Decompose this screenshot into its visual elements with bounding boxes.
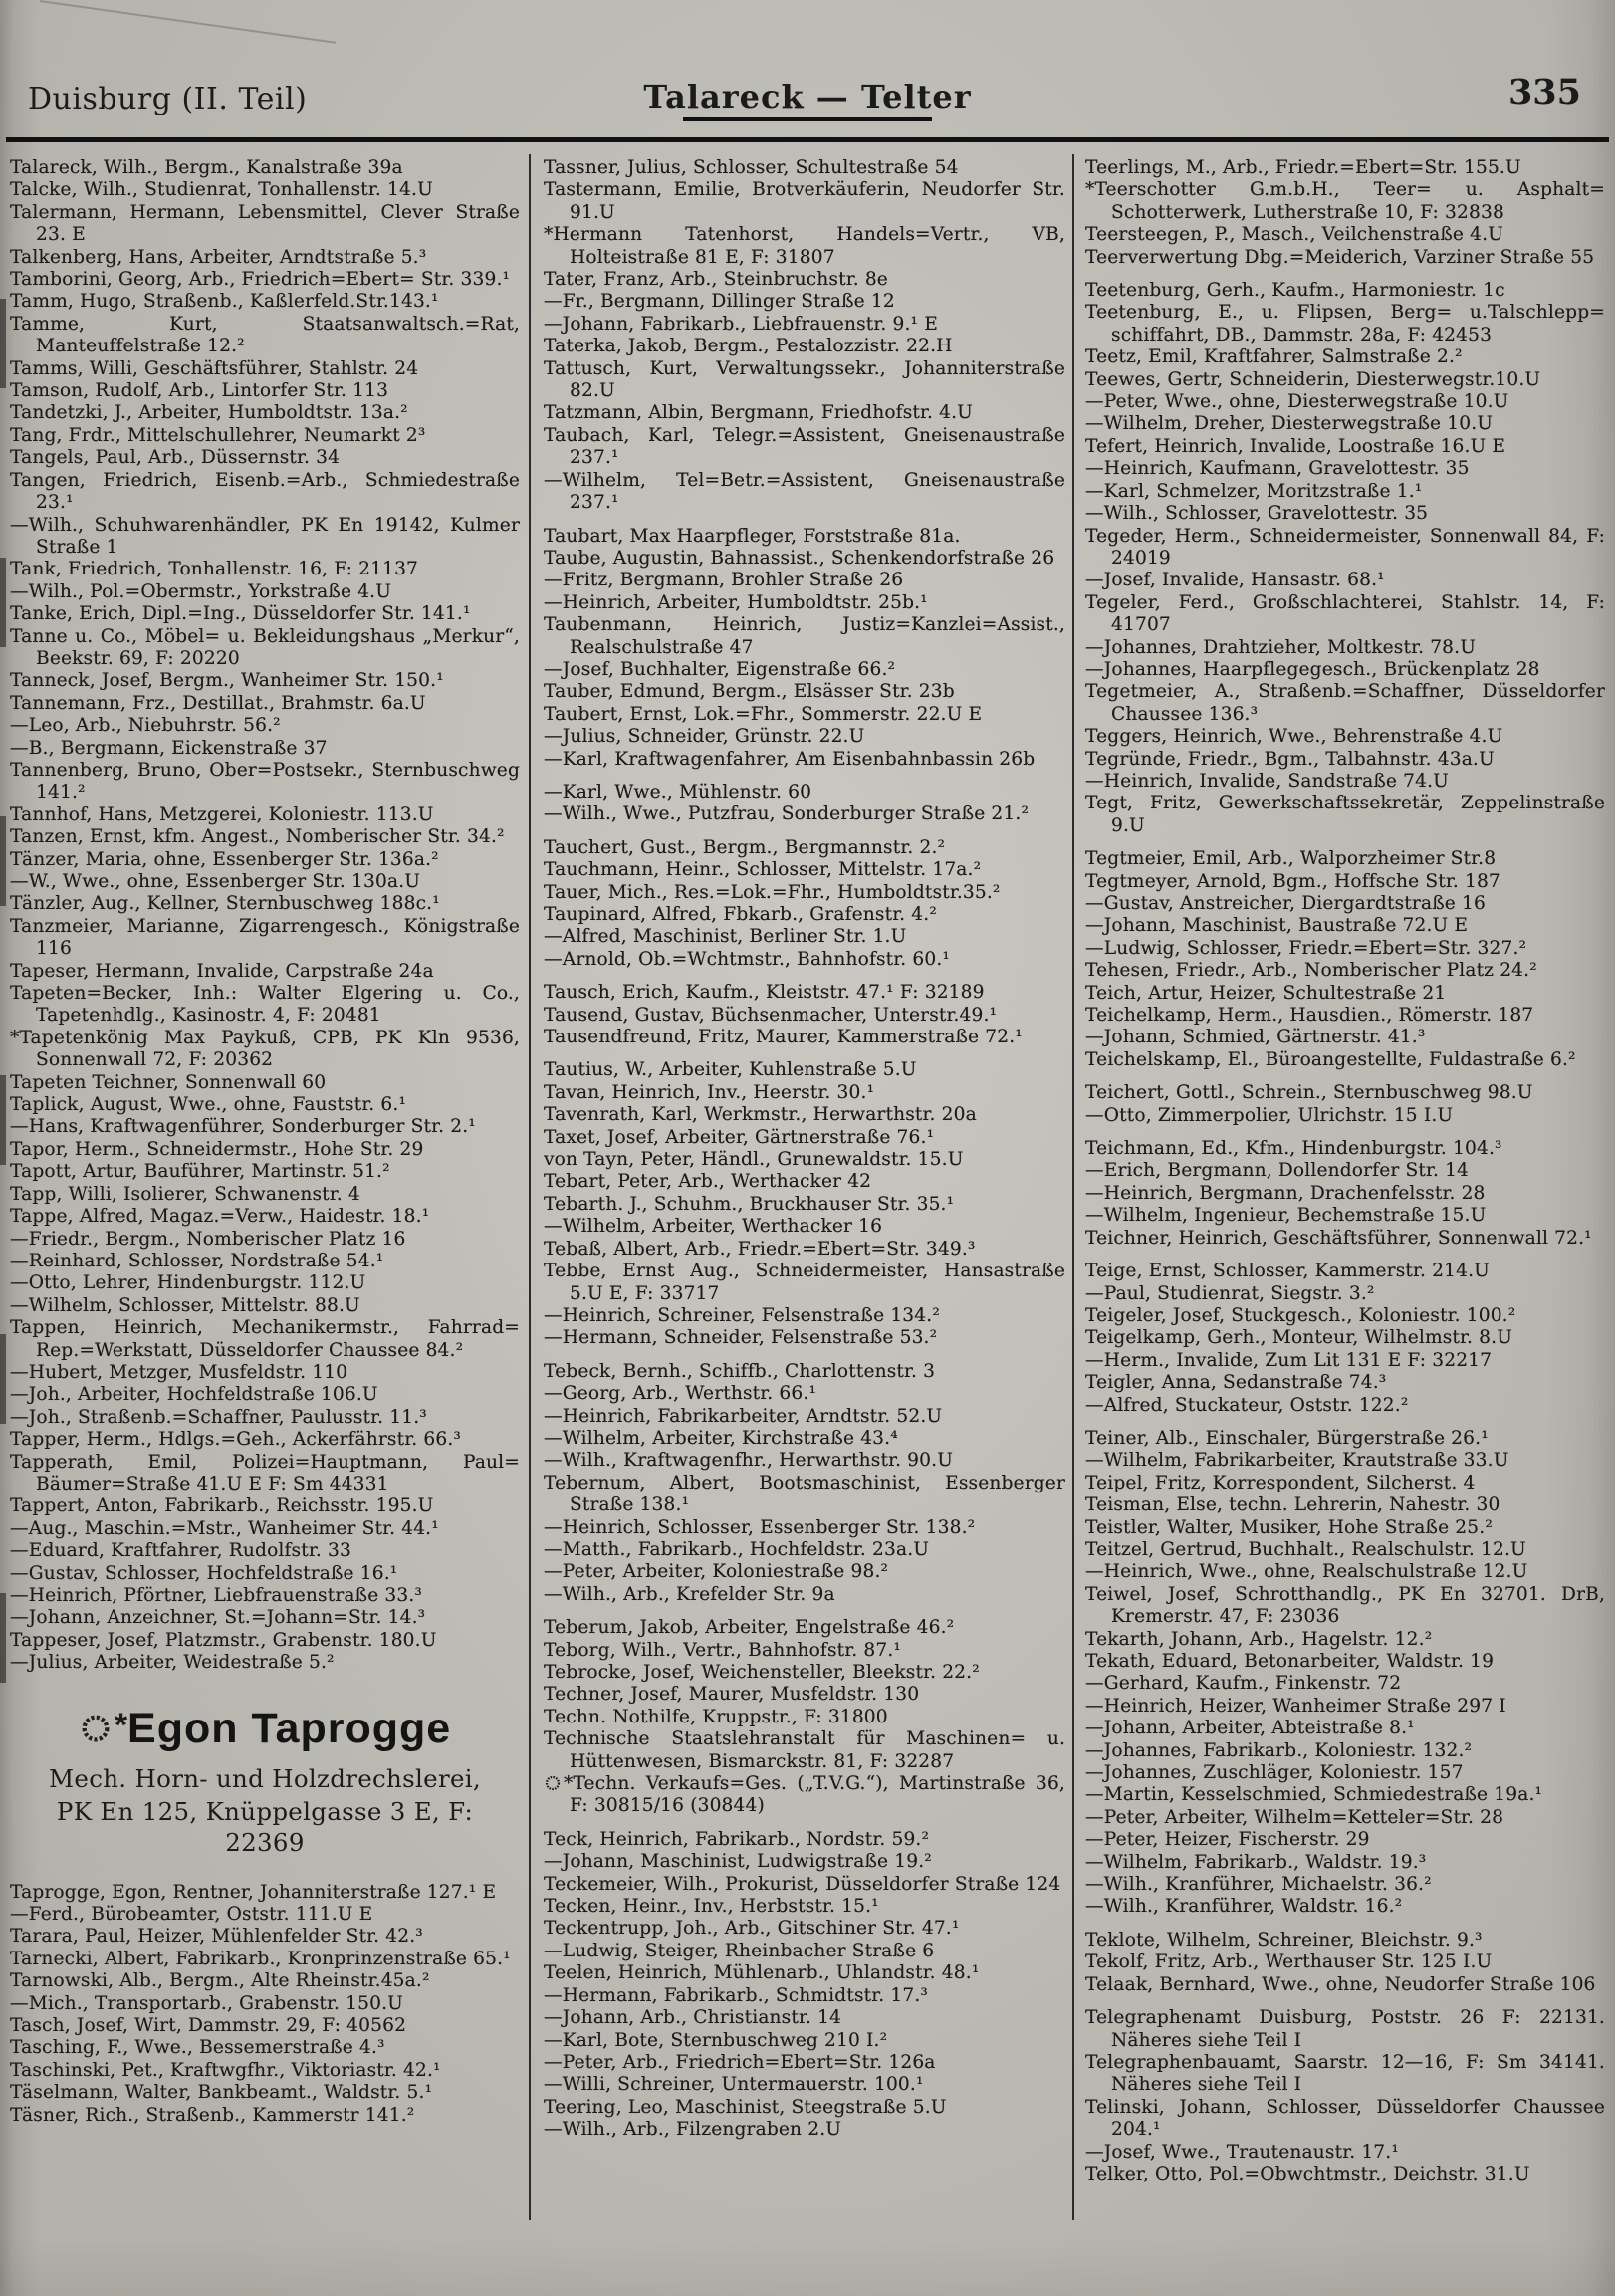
directory-entry: —Gustav, Schlosser, Hochfeldstraße 16.¹ <box>10 1562 398 1584</box>
directory-column-1 <box>10 157 520 2278</box>
directory-entry: —Heinrich, Pförtner, Liebfrauenstraße 33.³ <box>10 1585 423 1606</box>
directory-entry: Teetenburg, Gerh., Kaufm., Harmoniestr. 1c <box>1085 280 1505 302</box>
directory-entry: Tandetzki, J., Arbeiter, Humboldtstr. 13a.² <box>10 402 408 424</box>
directory-entry: Tapper, Herm., Hdlgs.=Geh., Ackerfährstr. 66.³ <box>10 1429 461 1451</box>
directory-entry: —Johann, Arbeiter, Abteistraße 8.¹ <box>1085 1718 1415 1739</box>
header-rule <box>6 137 1609 142</box>
directory-entry: Tassner, Julius, Schlosser, Schultestraße 54 <box>544 157 959 178</box>
directory-entry: Tamm, Hugo, Straßenb., Kaßlerfeld.Str.143.¹ <box>10 291 439 313</box>
directory-entry: Tavenrath, Karl, Werkmstr., Herwarthstr. 20a <box>544 1104 977 1126</box>
directory-entry: —Gustav, Anstreicher, Diergardtstraße 16 <box>1085 893 1486 914</box>
directory-entry: Tegründe, Friedr., Bgm., Talbahnstr. 43a.U <box>1085 748 1495 770</box>
directory-entry: —Peter, Heizer, Fischerstr. 29 <box>1085 1829 1370 1851</box>
directory-entry: Tegetmeier, A., Straßenb.=Schaffner, Düsseldorfer Chaussee 136.³ <box>1085 681 1605 725</box>
directory-entry: Tattusch, Kurt, Verwaltungssekr., Johanniterstraße 82.U <box>544 357 1065 402</box>
directory-entry: Tauer, Mich., Res.=Lok.=Fhr., Humboldtstr.35.² <box>544 881 1001 903</box>
directory-entry: Tappert, Anton, Fabrikarb., Reichsstr. 195.U <box>10 1495 434 1517</box>
binding-gutter-shadow <box>0 299 6 1693</box>
directory-entry: Teborg, Wilh., Vertr., Bahnhofstr. 87.¹ <box>544 1639 902 1661</box>
directory-entry: —Wilh., Kranführer, Waldstr. 16.² <box>1085 1896 1403 1918</box>
directory-entry: —Wilhelm, Tel=Betr.=Assistent, Gneisenaustraße 237.¹ <box>544 469 1065 514</box>
directory-entry: —Ludwig, Schlosser, Friedr.=Ebert=Str. 327.² <box>1085 937 1527 959</box>
directory-entry: Tarara, Paul, Heizer, Mühlenfelder Str. 42.³ <box>10 1926 423 1948</box>
directory-entry: Teersteegen, P., Masch., Veilchenstraße 4.U <box>1085 224 1504 246</box>
directory-entry: Taube, Augustin, Bahnassist., Schenkendorfstraße 26 <box>544 547 1055 569</box>
directory-entry: —Wilhelm, Dreher, Diesterwegstraße 10.U <box>1085 413 1494 435</box>
directory-entry: Taterka, Jakob, Bergm., Pestalozzistr. 22.H <box>544 336 953 357</box>
directory-entry: *Teerschotter G.m.b.H., Teer= u. Asphalt= Schotterwerk, Lutherstraße 10, F: 32838 <box>1085 179 1605 223</box>
directory-entry: Telinski, Johann, Schlosser, Düsseldorfer Chaussee 204.¹ <box>1085 2096 1605 2141</box>
directory-entry: —Otto, Zimmerpolier, Ulrichstr. 15 I.U <box>1085 1104 1454 1126</box>
directory-entry: Tastermann, Emilie, Brotverkäuferin, Neudorfer Str. 91.U <box>544 179 1065 223</box>
directory-entry: Tapperath, Emil, Polizei=Hauptmann, Paul= Bäumer=Straße 41.U E F: Sm 44331 <box>10 1451 520 1494</box>
directory-entry: —Johann, Fabrikarb., Liebfrauenstr. 9.¹ E <box>544 313 938 335</box>
directory-entry: Tegtmeier, Emil, Arb., Walporzheimer Str.8 <box>1085 848 1497 870</box>
directory-entry: —Wilh., Pol.=Obermstr., Yorkstraße 4.U <box>10 580 392 602</box>
directory-entry: —Heinrich, Arbeiter, Humboldtstr. 25b.¹ <box>544 591 928 613</box>
directory-entry: —Johannes, Zuschläger, Koloniestr. 157 <box>1085 1762 1464 1784</box>
directory-entry: —Johannes, Fabrikarb., Koloniestr. 132.² <box>1085 1739 1473 1761</box>
directory-entry: Tegeler, Ferd., Großschlachterei, Stahlstr. 14, F: 41707 <box>1085 591 1605 636</box>
directory-entry: Tauber, Edmund, Bergm., Elsässer Str. 23b <box>544 681 955 703</box>
directory-entry: —Johann, Maschinist, Ludwigstraße 19.² <box>544 1851 932 1873</box>
directory-entry: Tebrocke, Josef, Weichensteller, Bleekstr. 22.² <box>544 1662 980 1683</box>
directory-entry: Taplick, August, Wwe., ohne, Fauststr. 6.¹ <box>10 1094 407 1116</box>
directory-entry: —W., Wwe., ohne, Essenberger Str. 130a.U <box>10 871 421 892</box>
directory-entry: —Fritz, Bergmann, Brohler Straße 26 <box>544 570 904 591</box>
directory-entry: —Aug., Maschin.=Mstr., Wanheimer Str. 44.¹ <box>10 1517 439 1539</box>
directory-entry: —Wilh., Kranführer, Michaelstr. 36.² <box>1085 1874 1432 1896</box>
directory-entry: —Johannes, Drahtzieher, Moltkestr. 78.U <box>1085 636 1477 658</box>
directory-entry: Taubenmann, Heinrich, Justiz=Kanzlei=Assist., Realschulstraße 47 <box>544 614 1065 658</box>
directory-entry: —Karl, Kraftwagenfahrer, Am Eisenbahnbassin 26b <box>544 748 1036 770</box>
directory-entry: Teetz, Emil, Kraftfahrer, Salmstraße 2.² <box>1085 346 1463 368</box>
directory-entry: —Eduard, Kraftfahrer, Rudolfstr. 33 <box>10 1540 351 1562</box>
directory-entry: Talkenberg, Hans, Arbeiter, Arndtstraße 5.³ <box>10 246 427 268</box>
directory-entry: —Heinrich, Invalide, Sandstraße 74.U <box>1085 770 1449 792</box>
directory-entry: Tapor, Herm., Schneidermstr., Hohe Str. 29 <box>10 1138 424 1160</box>
directory-entry: Tegeder, Herm., Schneidermeister, Sonnenwall 84, F: 24019 <box>1085 525 1605 569</box>
directory-entry: —Peter, Arbeiter, Koloniestraße 98.² <box>544 1561 889 1583</box>
directory-entry: *Hermann Tatenhorst, Handels=Vertr., VB, Holteistraße 81 E, F: 31807 <box>544 224 1065 268</box>
directory-entry: Taxet, Josef, Arbeiter, Gärtnerstraße 76.¹ <box>544 1126 935 1148</box>
directory-entry: —Mich., Transportarb., Grabenstr. 150.U <box>10 1992 403 2014</box>
directory-entry: Tauchmann, Heinr., Schlosser, Mittelstr. 17a.² <box>544 859 982 881</box>
title-underline-rule <box>683 117 932 121</box>
directory-entry: Tappe, Alfred, Magaz.=Verw., Haidestr. 18.¹ <box>10 1206 430 1228</box>
directory-entry: Tamme, Kurt, Staatsanwaltsch.=Rat, Manteuffelstraße 12.² <box>10 313 520 357</box>
directory-entry: —Willi, Schreiner, Untermauerstr. 100.¹ <box>544 2074 924 2096</box>
directory-entry: Tefert, Heinrich, Invalide, Loostraße 16.U E <box>1085 435 1506 457</box>
directory-entry: Tasch, Josef, Wirt, Dammstr. 29, F: 40562 <box>10 2015 407 2037</box>
directory-entry: Tannhof, Hans, Metzgerei, Koloniestr. 113.U <box>10 804 434 825</box>
directory-column-3 <box>1085 157 1605 2278</box>
directory-entry: —Wilh., Schlosser, Gravelottestr. 35 <box>1085 503 1429 525</box>
directory-entry: Tauchert, Gust., Bergm., Bergmannstr. 2.² <box>544 836 946 858</box>
directory-entry: Tapeten Teichner, Sonnenwall 60 <box>10 1071 327 1093</box>
directory-entry: Taubach, Karl, Telegr.=Assistent, Gneisenaustraße 237.¹ <box>544 424 1065 469</box>
directory-entry: Tebart, Peter, Arb., Werthacker 42 <box>544 1171 872 1193</box>
directory-entry: —Hubert, Metzger, Musfeldstr. 110 <box>10 1361 348 1383</box>
directory-entry: Tebarth. J., Schuhm., Bruckhauser Str. 35.¹ <box>544 1193 955 1215</box>
directory-entry: —Leo, Arb., Niebuhrstr. 56.² <box>10 715 281 737</box>
directory-entry: Täselmann, Walter, Bankbeamt., Waldstr. 5.¹ <box>10 2082 433 2104</box>
directory-entry: —Karl, Schmelzer, Moritzstraße 1.¹ <box>1085 480 1423 502</box>
directory-entry: Tapeser, Hermann, Invalide, Carpstraße 24a <box>10 960 434 982</box>
directory-entry: Tegt, Fritz, Gewerkschaftssekretär, Zeppelinstraße 9.U <box>1085 793 1605 836</box>
directory-entry: Teistler, Walter, Musiker, Hohe Straße 25.² <box>1085 1516 1493 1538</box>
directory-entry: Tänzler, Aug., Kellner, Sternbuschweg 188c.¹ <box>10 893 440 915</box>
directory-entry: Tautius, W., Arbeiter, Kuhlenstraße 5.U <box>544 1059 917 1081</box>
directory-entry: Teich, Artur, Heizer, Schultestraße 21 <box>1085 982 1447 1004</box>
directory-entry: —Wilhelm, Ingenieur, Bechemstraße 15.U <box>1085 1205 1487 1227</box>
directory-entry: —Reinhard, Schlosser, Nordstraße 54.¹ <box>10 1250 384 1271</box>
directory-entry: Tater, Franz, Arb., Steinbruchstr. 8e <box>544 269 888 291</box>
directory-entry: —Wilh., Arb., Filzengraben 2.U <box>544 2119 842 2141</box>
directory-entry: Teerverwertung Dbg.=Meiderich, Varziner Straße 55 <box>1085 246 1595 268</box>
directory-entry: Tehesen, Friedr., Arb., Nomberischer Platz 24.² <box>1085 960 1537 982</box>
directory-entry: —Peter, Arbeiter, Wilhelm=Ketteler=Str. 28 <box>1085 1806 1504 1828</box>
directory-entry: —B., Bergmann, Eickenstraße 37 <box>10 737 328 759</box>
directory-entry: —Wilh., Schuhwarenhändler, PK En 19142, Kulmer Straße 1 <box>10 514 520 558</box>
directory-entry: —Alfred, Stuckateur, Oststr. 122.² <box>1085 1394 1409 1416</box>
directory-column-2 <box>544 157 1065 2278</box>
directory-entry: Tangels, Paul, Arb., Düssernstr. 34 <box>10 447 341 469</box>
taprogge-ad-block <box>16 1705 514 1858</box>
directory-entry: Teberum, Jakob, Arbeiter, Engelstraße 46.² <box>544 1617 955 1639</box>
directory-entry: Taupinard, Alfred, Fbkarb., Grafenstr. 4.² <box>544 904 937 925</box>
directory-entry: Tavan, Heinrich, Inv., Heerstr. 30.¹ <box>544 1081 875 1103</box>
laurel-wreath-icon <box>544 1774 562 1792</box>
directory-entry: Tarnecki, Albert, Fabrikarb., Kronprinzenstraße 65.¹ <box>10 1948 511 1969</box>
directory-entry: —Heinrich, Schreiner, Felsenstraße 134.² <box>544 1304 940 1326</box>
directory-entry: Teckemeier, Wilh., Prokurist, Düsseldorfer Straße 124 <box>544 1873 1061 1895</box>
directory-entry: Teerlings, M., Arb., Friedr.=Ebert=Str. 155.U <box>1085 157 1521 178</box>
directory-entry: —Herm., Invalide, Zum Lit 131 E F: 32217 <box>1085 1349 1493 1371</box>
directory-entry: —Hermann, Schneider, Felsenstraße 53.² <box>544 1327 938 1349</box>
ad-title: Egon Taprogge <box>127 1704 452 1752</box>
directory-entry: —Josef, Buchhalter, Eigenstraße 66.² <box>544 658 896 680</box>
directory-entry: Teigeler, Josef, Stuckgesch., Koloniestr. 100.² <box>1085 1304 1516 1326</box>
directory-entry: —Karl, Wwe., Mühlenstr. 60 <box>544 781 812 803</box>
directory-entry: Talcke, Wilh., Studienrat, Tonhallenstr. 14.U <box>10 179 433 201</box>
directory-entry: —Johann, Arb., Christianstr. 14 <box>544 2007 842 2029</box>
directory-entry: Talermann, Hermann, Lebensmittel, Clever Straße 23. E <box>10 201 520 246</box>
directory-entry: —Karl, Bote, Sternbuschweg 210 I.² <box>544 2029 888 2051</box>
directory-entry: von Tayn, Peter, Händl., Grunewaldstr. 15.U <box>544 1149 964 1171</box>
directory-entry: —Wilh., Arb., Krefelder Str. 9a <box>544 1583 835 1605</box>
directory-entry: —Fr., Bergmann, Dillinger Straße 12 <box>544 291 895 313</box>
directory-entry: *Tapetenkönig Max Paykuß, CPB, PK Kln 9536, Sonnenwall 72, F: 20362 <box>10 1027 520 1071</box>
directory-entry: Tänzer, Maria, ohne, Essenberger Str. 136a.² <box>10 848 439 870</box>
directory-entry: Tausch, Erich, Kaufm., Kleiststr. 47.¹ F: 32189 <box>544 982 985 1004</box>
directory-entry: Tebaß, Albert, Arb., Friedr.=Ebert=Str. 349.³ <box>544 1238 976 1260</box>
directory-entry: Teering, Leo, Maschinist, Steegstraße 5.U <box>544 2096 947 2118</box>
directory-entry: Teige, Ernst, Schlosser, Kammerstr. 214.U <box>1085 1261 1490 1282</box>
directory-entry: —Julius, Arbeiter, Weidestraße 5.² <box>10 1652 335 1674</box>
directory-entry: —Heinrich, Wwe., ohne, Realschulstraße 12.U <box>1085 1561 1528 1583</box>
directory-entry: Tanne u. Co., Möbel= u. Bekleidungshaus „Merkur“, Beekstr. 69, F: 20220 <box>10 625 520 669</box>
directory-entry: Teelen, Heinrich, Mühlenarb., Uhlandstr. 48.¹ <box>544 1962 980 1984</box>
directory-entry: Tamms, Willi, Geschäftsführer, Stahlstr. 24 <box>10 357 419 379</box>
directory-entry: Teiner, Alb., Einschaler, Bürgerstraße 26.¹ <box>1085 1427 1489 1449</box>
directory-entry: —Paul, Studienrat, Siegstr. 3.² <box>1085 1282 1375 1304</box>
directory-entry: Tapp, Willi, Isolierer, Schwanenstr. 4 <box>10 1183 360 1205</box>
directory-entry: —Wilhelm, Fabrikarbeiter, Krautstraße 33.U <box>1085 1450 1509 1472</box>
directory-entry: Tanzmeier, Marianne, Zigarrengesch., Königstraße 116 <box>10 915 520 960</box>
header-range-title: Talareck — Telter <box>643 78 972 115</box>
header-section-label: Duisburg (II. Teil) <box>28 82 308 116</box>
directory-entry: Tannemann, Frz., Destillat., Brahmstr. 6a.U <box>10 692 426 714</box>
directory-entry: Teichmann, Ed., Kfm., Hindenburgstr. 104.³ <box>1085 1138 1502 1160</box>
directory-entry: —Joh., Straßenb.=Schaffner, Paulusstr. 11.³ <box>10 1406 427 1428</box>
directory-entry: Telaak, Bernhard, Wwe., ohne, Neudorfer Straße 106 <box>1085 1973 1596 1995</box>
directory-entry: Techner, Josef, Maurer, Musfeldstr. 130 <box>544 1684 920 1706</box>
directory-entry: Telegraphenamt Duisburg, Poststr. 26 F: 22131. Näheres siehe Teil I <box>1085 2007 1605 2051</box>
directory-entry: Tanzen, Ernst, kfm. Angest., Nomberischer Str. 34.² <box>10 826 505 848</box>
directory-entry: Täsner, Rich., Straßenb., Kammerstr 141.² <box>10 2104 415 2126</box>
ad-title-row <box>16 1705 514 1753</box>
directory-entry: Tanneck, Josef, Bergm., Wanheimer Str. 150.¹ <box>10 670 444 692</box>
directory-entry: —Gerhard, Kaufm., Finkenstr. 72 <box>1085 1673 1402 1695</box>
directory-entry: Tekarth, Johann, Arb., Hagelstr. 12.² <box>1085 1628 1433 1650</box>
directory-entry: —Wilhelm, Fabrikarb., Waldstr. 19.³ <box>1085 1851 1427 1873</box>
directory-entry: Tasching, F., Wwe., Bessemerstraße 4.³ <box>10 2037 385 2059</box>
directory-entry: Teigelkamp, Gerh., Monteur, Wilhelmstr. 8.U <box>1085 1327 1513 1349</box>
laurel-wreath-icon <box>79 1712 113 1745</box>
directory-entry: Tamson, Rudolf, Arb., Lintorfer Str. 113 <box>10 380 389 402</box>
directory-entry: Taprogge, Egon, Rentner, Johanniterstraße 127.¹ E <box>10 1881 497 1903</box>
column-divider <box>529 154 531 2220</box>
directory-entry: Tapott, Artur, Bauführer, Martinstr. 51.² <box>10 1161 390 1183</box>
directory-entry: Teetenburg, E., u. Flipsen, Berg= u.Talschlepp= schiffahrt, DB., Dammstr. 28a, F: 42453 <box>1085 302 1605 345</box>
directory-entry: —Johann, Schmied, Gärtnerstr. 41.³ <box>1085 1027 1426 1048</box>
directory-entry: Taschinski, Pet., Kraftwgfhr., Viktoriastr. 42.¹ <box>10 2059 441 2081</box>
directory-entry: —Joh., Arbeiter, Hochfeldstraße 106.U <box>10 1384 378 1406</box>
directory-entry: Teklote, Wilhelm, Schreiner, Bleichstr. 9.³ <box>1085 1929 1483 1951</box>
directory-entry: —Wilhelm, Arbeiter, Werthacker 16 <box>544 1216 883 1238</box>
page-number: 335 <box>1507 72 1581 113</box>
directory-entry: —Johannes, Haarpflegegesch., Brückenplatz 28 <box>1085 658 1540 680</box>
directory-entry: Tebeck, Bernh., Schiffb., Charlottenstr. 3 <box>544 1360 936 1382</box>
directory-entry: Tebernum, Albert, Bootsmaschinist, Essenberger Straße 138.¹ <box>544 1472 1065 1516</box>
directory-entry: *Techn. Verkaufs=Ges. („T.V.G.“), Martinstraße 36, F: 30815/16 (30844) <box>544 1773 1065 1818</box>
directory-entry: Teigler, Anna, Sedanstraße 74.³ <box>1085 1372 1387 1394</box>
ad-star-mark: * <box>114 1706 128 1744</box>
directory-entry: —Josef, Invalide, Hansastr. 68.¹ <box>1085 570 1385 591</box>
directory-entry: —Heinrich, Schlosser, Essenberger Str. 138.² <box>544 1516 976 1538</box>
directory-entry: —Hans, Kraftwagenführer, Sonderburger Str. 2.¹ <box>10 1116 476 1138</box>
directory-entry: —Alfred, Maschinist, Berliner Str. 1.U <box>544 926 907 948</box>
directory-entry: —Heinrich, Heizer, Wanheimer Straße 297 I <box>1085 1695 1506 1717</box>
directory-entry: —Peter, Wwe., ohne, Diesterwegstraße 10.U <box>1085 391 1509 413</box>
directory-entry: Teipel, Fritz, Korrespondent, Silcherst. 4 <box>1085 1472 1476 1493</box>
directory-entry: —Ferd., Bürobeamter, Oststr. 111.U E <box>10 1904 373 1926</box>
directory-entry: Teisman, Else, techn. Lehrerin, Nahestr. 30 <box>1085 1494 1500 1516</box>
directory-entry: Tatzmann, Albin, Bergmann, Friedhofstr. 4.U <box>544 402 973 424</box>
directory-entry: Tamborini, Georg, Arb., Friedrich=Ebert= Str. 339.¹ <box>10 269 511 291</box>
directory-entry: —Wilhelm, Arbeiter, Kirchstraße 43.⁴ <box>544 1427 898 1449</box>
directory-entry: Tanke, Erich, Dipl.=Ing., Düsseldorfer Str. 141.¹ <box>10 603 471 625</box>
directory-entry: Teckentrupp, Joh., Arb., Gitschiner Str. 47.¹ <box>544 1918 960 1940</box>
directory-entry: Tappen, Heinrich, Mechanikermstr., Fahrrad= Rep.=Werkstatt, Düsseldorfer Chaussee 84.² <box>10 1317 520 1361</box>
directory-entry: —Arnold, Ob.=Wchtmstr., Bahnhofstr. 60.¹ <box>544 948 951 970</box>
directory-entry: —Peter, Arb., Friedrich=Ebert=Str. 126a <box>544 2051 936 2073</box>
directory-entry: Tecken, Heinr., Inv., Herbststr. 15.¹ <box>544 1896 879 1918</box>
ad-line: PK En 125, Knüppelgasse 3 E, F: 22369 <box>56 1796 474 1857</box>
directory-entry: Tannenberg, Bruno, Ober=Postsekr., Sternbuschweg 141.² <box>10 759 520 804</box>
directory-entry: —Erich, Bergmann, Dollendorfer Str. 14 <box>1085 1160 1470 1182</box>
directory-entry: —Wilh., Kraftwagenfhr., Herwarthstr. 90.U <box>544 1450 954 1472</box>
directory-entry: —Wilhelm, Schlosser, Mittelstr. 88.U <box>10 1294 360 1316</box>
directory-entry: Techn. Nothilfe, Kruppstr., F: 31800 <box>544 1706 888 1727</box>
directory-entry: Taubart, Max Haarpfleger, Forststraße 81a. <box>544 525 961 547</box>
directory-entry: Teichner, Heinrich, Geschäftsführer, Sonnenwall 72.¹ <box>1085 1227 1592 1249</box>
directory-entry: —Heinrich, Fabrikarbeiter, Arndtstr. 52.U <box>544 1405 943 1427</box>
directory-entry: Telker, Otto, Pol.=Obwchtmstr., Deichstr. 31.U <box>1085 2163 1530 2184</box>
directory-entry: Teichelskamp, El., Büroangestellte, Fuldastraße 6.² <box>1085 1048 1576 1070</box>
directory-entry: Tarnowski, Alb., Bergm., Alte Rheinstr.45a.² <box>10 1970 430 1992</box>
directory-entry: Tappeser, Josef, Platzmstr., Grabenstr. 180.U <box>10 1629 437 1651</box>
directory-entry: Taubert, Ernst, Lok.=Fhr., Sommerstr. 22.U E <box>544 703 983 725</box>
directory-entry: Teggers, Heinrich, Wwe., Behrenstraße 4.U <box>1085 726 1503 748</box>
directory-entry: Tangen, Friedrich, Eisenb.=Arb., Schmiedestraße 23.¹ <box>10 469 520 514</box>
directory-entry: Technische Staatslehranstalt für Maschinen= u. Hüttenwesen, Bismarckstr. 81, F: 32287 <box>544 1728 1065 1772</box>
directory-entry: Teichelkamp, Herm., Hausdien., Römerstr. 187 <box>1085 1005 1534 1027</box>
directory-entry: —Johann, Anzeichner, St.=Johann=Str. 14.³ <box>10 1607 426 1629</box>
directory-entry: Tang, Frdr., Mittelschullehrer, Neumarkt 2³ <box>10 424 426 446</box>
directory-entry: Tank, Friedrich, Tonhallenstr. 16, F: 21137 <box>10 559 419 580</box>
directory-entry: Tausend, Gustav, Büchsenmacher, Unterstr.49.¹ <box>544 1004 998 1026</box>
directory-entry: —Wilh., Wwe., Putzfrau, Sonderburger Straße 21.² <box>544 804 1030 825</box>
directory-entry: —Hermann, Fabrikarb., Schmidtstr. 17.³ <box>544 1984 929 2006</box>
directory-entry: Tekolf, Fritz, Arb., Werthauser Str. 125 I.U <box>1085 1952 1493 1973</box>
ad-line: Mech. Horn- und Holzdrechslerei, <box>49 1763 481 1793</box>
directory-entry: —Ludwig, Steiger, Rheinbacher Straße 6 <box>544 1940 935 1961</box>
directory-entry: Tegtmeyer, Arnold, Bgm., Hoffsche Str. 187 <box>1085 870 1500 892</box>
directory-entry: —Heinrich, Bergmann, Drachenfelsstr. 28 <box>1085 1182 1486 1204</box>
directory-entry: Tausendfreund, Fritz, Maurer, Kammerstraße 72.¹ <box>544 1027 1023 1048</box>
column-divider <box>1072 154 1074 2220</box>
directory-entry: —Friedr., Bergm., Nomberischer Platz 16 <box>10 1228 406 1250</box>
directory-entry: Talareck, Wilh., Bergm., Kanalstraße 39a <box>10 157 403 178</box>
directory-entry: Tekath, Eduard, Betonarbeiter, Waldstr. 19 <box>1085 1651 1495 1672</box>
directory-entry: —Matth., Fabrikarb., Hochfeldstr. 23a.U <box>544 1538 930 1560</box>
directory-entry: Telegraphenbauamt, Saarstr. 12—16, F: Sm 34141. Näheres siehe Teil I <box>1085 2051 1605 2096</box>
directory-entry: Teiwel, Josef, Schrotthandlg., PK En 32701. DrB, Kremerstr. 47, F: 23036 <box>1085 1583 1605 1628</box>
directory-entry: —Johann, Maschinist, Baustraße 72.U E <box>1085 915 1469 937</box>
directory-entry: —Georg, Arb., Werthstr. 66.¹ <box>544 1383 817 1405</box>
directory-entry: —Martin, Kesselschmied, Schmiedestraße 19a.¹ <box>1085 1784 1543 1806</box>
directory-entry: —Otto, Lehrer, Hindenburgstr. 112.U <box>10 1272 366 1294</box>
directory-entry: Teitzel, Gertrud, Buchhalt., Realschulstr. 12.U <box>1085 1538 1526 1560</box>
directory-entry: Teewes, Gertr, Schneiderin, Diesterwegstr.10.U <box>1085 368 1541 390</box>
directory-entry: Tebbe, Ernst Aug., Schneidermeister, Hansastraße 5.U E, F: 33717 <box>544 1261 1065 1304</box>
directory-entry: Tapeten=Becker, Inh.: Walter Elgering u. Co., Tapetenhdlg., Kasinostr. 4, F: 20481 <box>10 983 520 1027</box>
directory-entry: —Julius, Schneider, Grünstr. 22.U <box>544 726 865 748</box>
directory-entry: —Heinrich, Kaufmann, Gravelottestr. 35 <box>1085 458 1470 480</box>
directory-entry: Teck, Heinrich, Fabrikarb., Nordstr. 59.² <box>544 1828 930 1850</box>
directory-entry: —Josef, Wwe., Trautenaustr. 17.¹ <box>1085 2141 1399 2163</box>
directory-entry: Teichert, Gottl., Schrein., Sternbuschweg 98.U <box>1085 1082 1533 1104</box>
